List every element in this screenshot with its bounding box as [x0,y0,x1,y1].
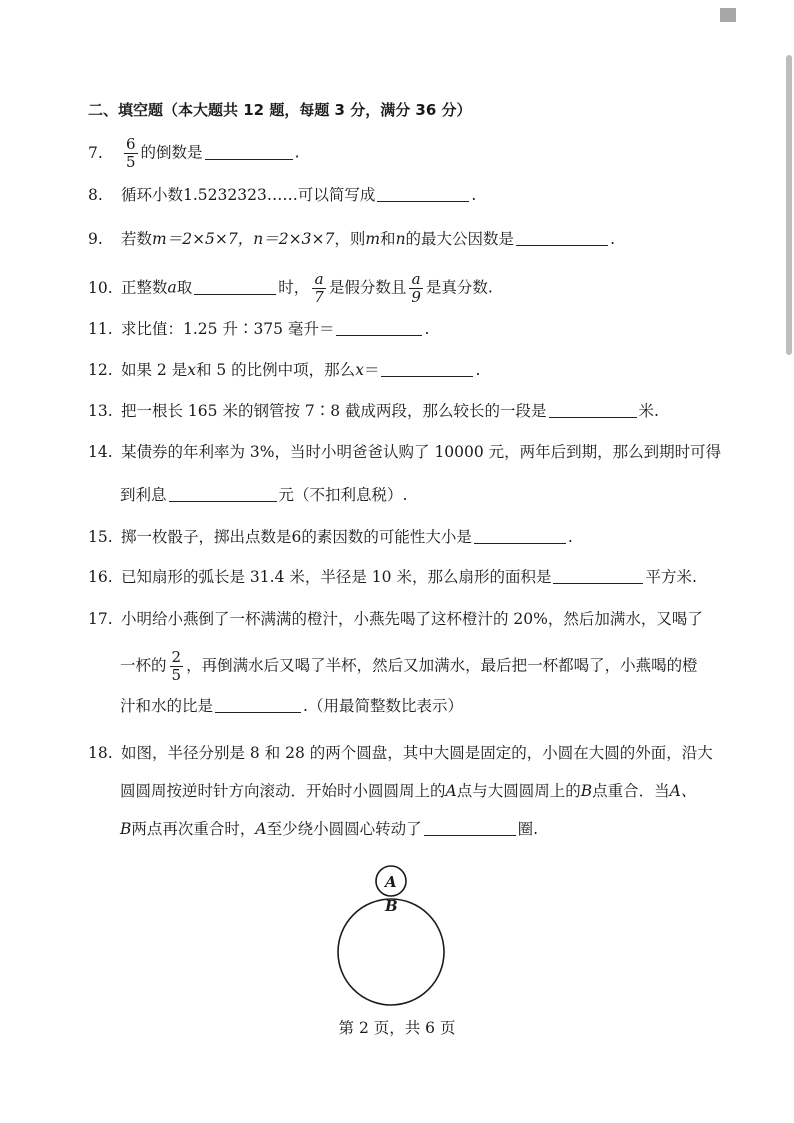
question-text: 到利息 [120,486,167,504]
question-text: 是真分数. [425,278,493,297]
question-12 [88,359,480,381]
fraction-numerator: a [411,270,421,288]
question-number: 9. [88,230,103,248]
question-number: 15. [88,528,113,546]
question-text: 和 [380,230,396,248]
question-18-line-2 [120,780,696,802]
question-number: 10. [88,278,113,297]
question-number: 18. [88,744,113,762]
fraction-numerator: a [314,270,324,288]
question-text: 正整数 [121,278,168,297]
question-text: 如图，半径分别是 8 和 28 的两个圆盘，其中大圆是固定的，小圆在大圆的外面，沿大 [121,744,713,762]
fraction [170,649,184,684]
question-10 [88,271,493,306]
variable: m [365,230,381,248]
question-17-line-2 [120,649,698,684]
question-text: 时， [278,278,310,297]
question-text: 是假分数且 [328,278,407,297]
fraction [124,136,138,171]
answer-blank[interactable] [169,486,277,502]
question-text: 已知扇形的弧长是 31.4 米，半径是 10 米，那么扇形的面积是 [121,568,552,586]
question-text: 某债券的年利率为 3%，当时小明爸爸认购了 10000 元，两年后到期，那么到期时可得 [121,443,722,461]
question-text: 至少绕小圆圆心转动了 [266,820,422,838]
question-13 [88,400,659,422]
label-a: A [385,873,397,891]
answer-blank[interactable] [549,402,637,418]
answer-blank[interactable] [424,820,516,836]
question-text: 掷一枚骰子，掷出点数是6的素因数的可能性大小是 [121,528,472,546]
question-text: 一杯的 [120,656,167,675]
answer-blank[interactable] [336,320,422,336]
question-18 [88,742,713,764]
variable: x [355,361,364,379]
end-mark: 米. [638,402,659,420]
question-text: 汁和水的比是 [120,697,214,715]
fraction-denominator: 7 [314,288,324,306]
fraction-denominator: 5 [171,666,182,684]
end-mark: 平方米. [645,568,697,586]
question-18-line-3 [120,818,538,840]
question-text: 循环小数1.5232323……可以简写成 [121,186,376,204]
question-number: 12. [88,361,113,379]
question-text: 小明给小燕倒了一杯满满的橙汁，小燕先喝了这杯橙汁的 20%，然后加满水，又喝了 [121,610,703,628]
question-number: 14. [88,443,113,461]
question-text: 圆圆周按逆时针方向滚动．开始时小圆圆周上的 [120,782,446,800]
scrollbar[interactable] [784,0,792,1123]
question-11 [88,318,429,340]
circles-figure [320,856,470,1006]
question-text: ，再倒满水后又喝了半杯，然后又加满水，最后把一杯都喝了，小燕喝的橙 [186,656,698,675]
point-label: B [580,782,593,800]
fraction [312,271,326,306]
point-label: A、 [669,782,697,800]
end-mark: . [475,361,481,379]
question-text: 若数 [121,230,153,248]
question-text: ＝ [363,361,380,379]
question-14-line-2 [120,484,407,506]
question-16 [88,566,697,588]
variable: x [187,361,196,379]
fraction-denominator: 9 [411,288,421,306]
answer-blank[interactable] [474,528,566,544]
fraction-denominator: 5 [126,153,136,171]
question-number: 8. [88,186,103,204]
question-17-line-3 [120,695,463,717]
question-number: 13. [88,402,113,420]
fraction-numerator: 6 [126,135,136,153]
question-number: 16. [88,568,113,586]
page-footer: 第 2 页，共 6 页 [338,1019,456,1037]
question-9 [88,228,615,250]
question-number: 7. [88,143,103,162]
question-8 [88,184,476,206]
end-mark: . [610,230,615,248]
scan-corner-mark [720,8,736,22]
section-title: 二、填空题（本大题共 12 题，每题 3 分，满分 36 分） [88,101,472,119]
end-mark: . [294,143,300,162]
question-text: .（用最简整数比表示） [303,697,463,715]
answer-blank[interactable] [194,279,276,295]
fraction [409,271,423,306]
point-label: B [120,820,132,838]
question-text: 圈. [517,820,539,838]
end-mark: . [471,186,477,204]
question-text: 的最大公因数是 [405,230,515,248]
fraction-numerator: 2 [171,648,182,666]
question-text: ，则 [334,230,366,248]
answer-blank[interactable] [377,186,469,202]
question-17 [88,608,703,630]
answer-blank[interactable] [553,568,643,584]
question-15 [88,526,573,548]
point-label: A [255,820,267,838]
scrollbar-thumb[interactable] [786,55,792,355]
question-text: 点与大圆圆周上的 [456,782,581,800]
label-b: B [385,897,398,915]
answer-blank[interactable] [516,230,608,246]
question-text: 的倒数是 [140,143,203,162]
question-text: 两点再次重合时， [131,820,256,838]
math-expression: m＝2×5×7，n＝2×3×7 [152,230,335,248]
end-mark: . [424,320,430,338]
question-text: 元（不扣利息税）. [278,486,408,504]
question-number: 17. [88,610,113,628]
question-text: 和 5 的比例中项，那么 [195,361,356,379]
question-7 [88,136,300,171]
end-mark: . [567,528,573,546]
variable: a [167,278,177,297]
question-number: 11. [88,320,113,338]
question-14 [88,441,721,463]
question-text: 求比值：1.25 升∶375 毫升＝ [121,320,335,338]
question-text: 把一根长 165 米的钢管按 7∶8 截成两段，那么较长的一段是 [121,402,547,420]
question-text: 点重合．当 [592,782,670,800]
question-text: 如果 2 是 [121,361,188,379]
variable: n [395,230,406,248]
answer-blank[interactable] [381,361,473,377]
question-text: 取 [176,278,193,297]
answer-blank[interactable] [205,144,293,160]
point-label: A [445,782,457,800]
answer-blank[interactable] [215,697,301,713]
